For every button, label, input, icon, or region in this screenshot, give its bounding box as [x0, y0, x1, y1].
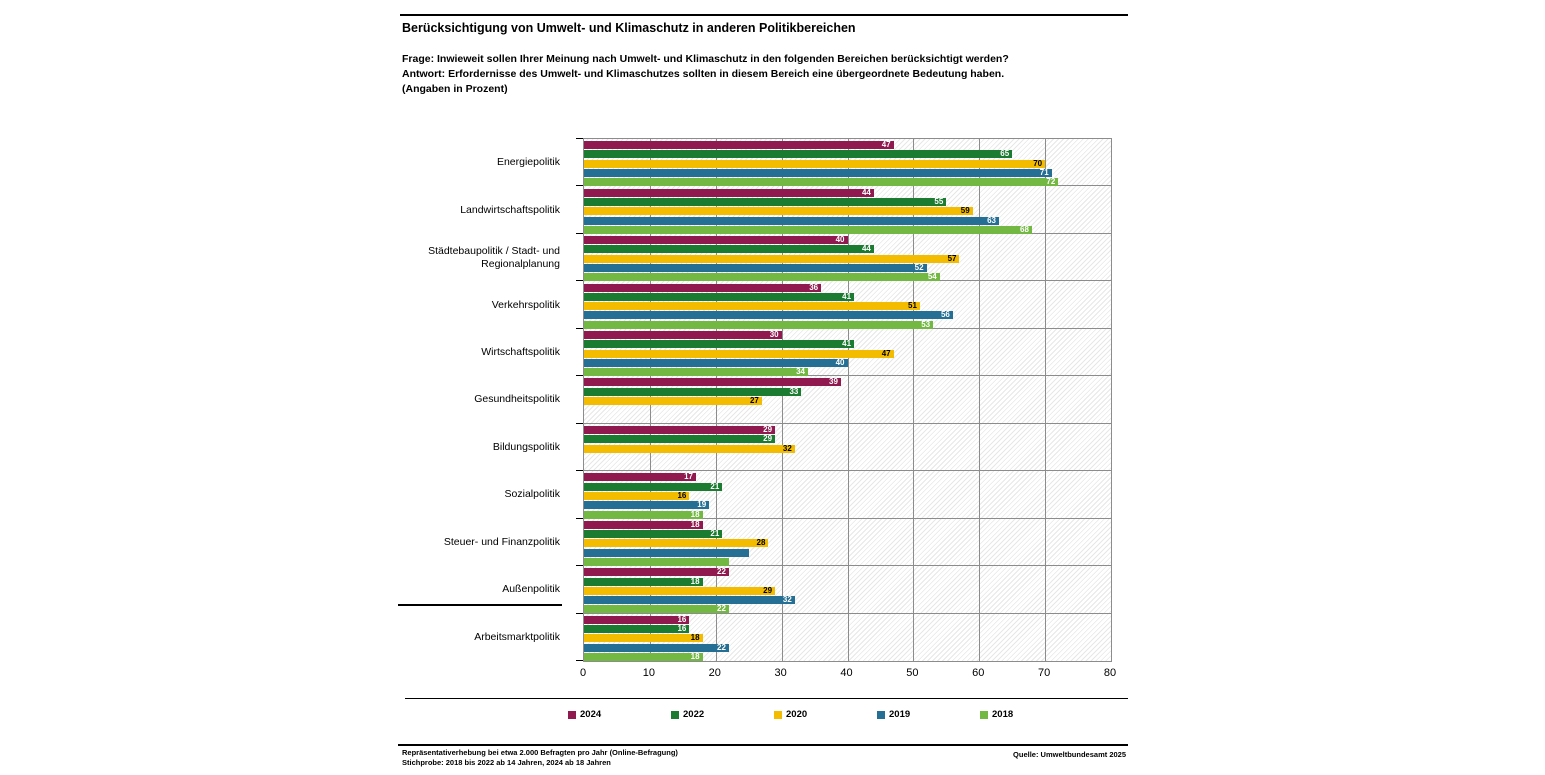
bar-value-label: 59 — [960, 206, 970, 216]
bar-2022 — [584, 578, 703, 586]
bar-2019 — [584, 359, 848, 367]
bar-value-label: 47 — [881, 348, 891, 358]
legend-swatch-icon — [671, 711, 679, 719]
bar-2024 — [584, 426, 775, 434]
bar-2024 — [584, 473, 696, 481]
category-tick — [576, 613, 583, 614]
bar-row — [584, 416, 1111, 424]
footnote-line-1: Repräsentativerhebung bei etwa 2.000 Befragten pro Jahr (Online-Befragung) — [402, 748, 678, 757]
bar-row — [584, 625, 1111, 633]
bar-2018 — [584, 273, 940, 281]
bar-2018 — [584, 321, 933, 329]
bar-value-label: 40 — [835, 357, 845, 367]
bar-row — [584, 454, 1111, 462]
bar-2022 — [584, 198, 946, 206]
bar-value-label: 32 — [782, 443, 792, 453]
bar-2020 — [584, 255, 959, 263]
legend-label: 2019 — [889, 709, 911, 721]
bar-2019 — [584, 264, 927, 272]
bar-value-label: 41 — [842, 339, 852, 349]
bar-value-label: 22 — [717, 604, 726, 614]
bar-2019 — [584, 169, 1052, 177]
bar-value-label: 16 — [677, 624, 687, 634]
category-tick — [576, 565, 583, 566]
bar-2024 — [584, 284, 821, 292]
bar-value-label: 36 — [809, 282, 819, 292]
bar-value-label: 19 — [697, 500, 707, 510]
footnote — [402, 748, 678, 768]
bar-value-label: 29 — [763, 434, 773, 444]
category-band — [584, 234, 1111, 281]
bar-2018 — [584, 368, 808, 376]
bar-row — [584, 549, 1111, 557]
legend-swatch-icon — [877, 711, 885, 719]
legend-item-2020 — [774, 708, 807, 722]
bar-value-label: 70 — [1033, 158, 1043, 168]
category-tick — [576, 280, 583, 281]
bar-2024 — [584, 521, 703, 529]
bar-row — [584, 435, 1111, 443]
bar-row — [584, 616, 1111, 624]
bar-row — [584, 653, 1111, 661]
bar-value-label: 17 — [684, 472, 693, 482]
bar-row — [584, 245, 1111, 253]
footnote-line-2: Stichprobe: 2018 bis 2022 ab 14 Jahren, 2024 ab 18 Jahren — [402, 758, 611, 767]
bar-value-label: 18 — [690, 576, 700, 586]
category-label: Gesundheitspolitik — [474, 393, 560, 406]
category-label: Landwirtschaftspolitik — [460, 203, 560, 216]
bar-row — [584, 350, 1111, 358]
bar-value-label: 40 — [835, 235, 845, 245]
bar-2020 — [584, 492, 689, 500]
bar-row — [584, 463, 1111, 471]
bar-row — [584, 426, 1111, 434]
x-tick-label: 50 — [906, 667, 919, 679]
category-label: Bildungspolitik — [492, 440, 560, 453]
bar-2018 — [584, 226, 1032, 234]
legend-rule — [405, 698, 1128, 699]
bar-value-label: 18 — [690, 519, 700, 529]
bar-2018 — [584, 558, 729, 566]
category-band — [584, 424, 1111, 471]
footer-rule — [398, 744, 1128, 746]
bar-row — [584, 388, 1111, 396]
legend-label: 2024 — [580, 709, 602, 721]
category-tick — [576, 233, 583, 234]
bar-2024 — [584, 331, 782, 339]
bar-row — [584, 521, 1111, 529]
bar-value-label: 29 — [763, 424, 773, 434]
bar-2022 — [584, 435, 775, 443]
bar-value-label: 34 — [796, 367, 805, 377]
bar-2022 — [584, 530, 722, 538]
legend-label: 2022 — [683, 709, 705, 721]
bar-2020 — [584, 634, 703, 642]
category-band — [584, 376, 1111, 423]
legend-item-2022 — [671, 708, 704, 722]
bar-row — [584, 226, 1111, 234]
bar-row — [584, 634, 1111, 642]
legend-item-2019 — [877, 708, 910, 722]
bar-value-label: 57 — [947, 253, 957, 263]
chart-title: Berücksichtigung von Umwelt- und Klimaschutz in anderen Politikbereichen — [402, 21, 856, 35]
bar-value-label: 29 — [763, 585, 773, 595]
bar-row — [584, 368, 1111, 376]
bar-row — [584, 587, 1111, 595]
bar-value-label: 71 — [1039, 168, 1049, 178]
bar-row — [584, 217, 1111, 225]
chart-subtitle — [402, 52, 1009, 97]
legend-swatch-icon — [980, 711, 988, 719]
bar-2022 — [584, 625, 689, 633]
category-band — [584, 566, 1111, 613]
bar-row — [584, 501, 1111, 509]
bar-value-label: 51 — [908, 301, 917, 311]
bar-row — [584, 178, 1111, 186]
bar-row — [584, 397, 1111, 405]
bar-value-label: 56 — [940, 310, 950, 320]
bar-2019 — [584, 311, 953, 319]
bar-value-label: 33 — [789, 386, 799, 396]
bar-value-label: 44 — [861, 187, 871, 197]
bar-value-label: 21 — [710, 529, 720, 539]
bar-value-label: 18 — [690, 509, 700, 519]
category-tick — [576, 375, 583, 376]
bar-value-label: 32 — [782, 595, 792, 605]
bar-row — [584, 207, 1111, 215]
x-axis — [579, 666, 1117, 680]
bar-2020 — [584, 397, 762, 405]
bar-row — [584, 596, 1111, 604]
category-tick — [576, 423, 583, 424]
bar-row — [584, 141, 1111, 149]
bar-row — [584, 539, 1111, 547]
bar-value-label: 52 — [914, 262, 924, 272]
bar-2019 — [584, 217, 999, 225]
bar-row — [584, 406, 1111, 414]
bar-value-label: 47 — [881, 140, 891, 150]
category-label: Sozialpolitik — [504, 488, 560, 501]
bar-2020 — [584, 302, 920, 310]
bar-value-label: 41 — [842, 291, 852, 301]
bar-value-label: 53 — [921, 319, 931, 329]
bar-2020 — [584, 587, 775, 595]
category-band — [584, 329, 1111, 376]
x-tick-label: 0 — [579, 667, 587, 679]
x-tick-label: 20 — [708, 667, 721, 679]
legend-item-2018 — [980, 708, 1013, 722]
bar-row — [584, 189, 1111, 197]
bar-value-label: 68 — [1020, 224, 1029, 234]
bar-row — [584, 605, 1111, 613]
chart-content-column — [398, 0, 1128, 775]
bar-row — [584, 378, 1111, 386]
bar-value-label: 54 — [927, 272, 937, 282]
category-band — [584, 471, 1111, 518]
x-tick-label: 30 — [774, 667, 787, 679]
category-label: Außenpolitik — [502, 583, 560, 596]
bar-row — [584, 331, 1111, 339]
bar-row — [584, 511, 1111, 519]
bar-row — [584, 445, 1111, 453]
bar-2019 — [584, 501, 709, 509]
bar-2024 — [584, 378, 841, 386]
category-band — [584, 281, 1111, 328]
x-tick-label: 10 — [642, 667, 655, 679]
bar-2019 — [584, 644, 729, 652]
bar-row — [584, 264, 1111, 272]
plot-area — [583, 138, 1112, 662]
legend-swatch-icon — [568, 711, 576, 719]
bar-2022 — [584, 150, 1012, 158]
bar-value-label: 21 — [710, 481, 720, 491]
legend-swatch-icon — [774, 711, 782, 719]
category-tick — [576, 185, 583, 186]
bar-2020 — [584, 350, 894, 358]
bar-2024 — [584, 189, 874, 197]
category-label: Energiepolitik — [496, 156, 560, 169]
bar-value-label: 63 — [987, 215, 996, 225]
bar-2020 — [584, 160, 1045, 168]
bar-2024 — [584, 236, 848, 244]
category-tick — [576, 518, 583, 519]
bar-value-label: 27 — [749, 396, 759, 406]
bar-2018 — [584, 511, 703, 519]
bar-2022 — [584, 388, 801, 396]
legend-item-2024 — [568, 708, 601, 722]
bar-value-label: 16 — [677, 614, 687, 624]
bar-row — [584, 340, 1111, 348]
category-separator-line — [398, 604, 562, 606]
bar-2020 — [584, 445, 795, 453]
legend-label: 2018 — [992, 709, 1014, 721]
bar-value-label: 65 — [1000, 149, 1010, 159]
bar-value-label: 28 — [756, 538, 766, 548]
bar-row — [584, 255, 1111, 263]
bar-value-label: 30 — [769, 330, 779, 339]
category-band — [584, 519, 1111, 566]
bar-row — [584, 644, 1111, 652]
bar-2024 — [584, 568, 729, 576]
bar-value-label: 22 — [717, 567, 726, 577]
bar-value-label: 16 — [677, 490, 687, 500]
bar-row — [584, 311, 1111, 319]
category-label: Verkehrspolitik — [491, 298, 560, 311]
category-label: Städtebaupolitik / Stadt- und Regionalplanung — [428, 244, 560, 270]
bar-chart — [398, 138, 1128, 698]
bar-2020 — [584, 539, 768, 547]
bar-row — [584, 284, 1111, 292]
bar-2020 — [584, 207, 973, 215]
x-tick-label: 40 — [840, 667, 853, 679]
bar-value-label: 44 — [861, 244, 871, 254]
bar-row — [584, 530, 1111, 538]
bar-row — [584, 578, 1111, 586]
bar-row — [584, 198, 1111, 206]
bar-row — [584, 359, 1111, 367]
x-tick-label: 70 — [1038, 667, 1051, 679]
legend — [398, 708, 1128, 722]
x-tick-label: 80 — [1103, 667, 1117, 679]
bar-2022 — [584, 245, 874, 253]
bar-row — [584, 169, 1111, 177]
bar-row — [584, 150, 1111, 158]
bar-row — [584, 558, 1111, 566]
bar-2018 — [584, 605, 729, 613]
bar-2022 — [584, 340, 854, 348]
bar-row — [584, 483, 1111, 491]
category-tick — [576, 470, 583, 471]
bar-2022 — [584, 293, 854, 301]
category-axis-labels — [398, 139, 570, 661]
subtitle-answer: Antwort: Erfordernisse des Umwelt- und Klimaschutzes sollten in diesem Bereich eine übergeordnete Bedeutung haben. — [402, 68, 1005, 80]
bar-row — [584, 492, 1111, 500]
bar-row — [584, 160, 1111, 168]
bar-row — [584, 321, 1111, 329]
bar-2022 — [584, 483, 722, 491]
x-tick-label: 60 — [972, 667, 985, 679]
category-tick — [576, 138, 583, 139]
category-label: Arbeitsmarktpolitik — [474, 630, 560, 643]
subtitle-question: Frage: Inwieweit sollen Ihrer Meinung nach Umwelt- und Klimaschutz in den folgenden Bereichen berücksichtigt werden? — [402, 53, 1009, 65]
bar-row — [584, 273, 1111, 281]
bar-2018 — [584, 178, 1058, 186]
subtitle-unit: (Angaben in Prozent) — [402, 83, 508, 95]
bar-2019 — [584, 549, 749, 557]
bar-row — [584, 302, 1111, 310]
category-band — [584, 139, 1111, 186]
bar-value-label: 72 — [1046, 177, 1056, 187]
bar-value-label: 18 — [690, 633, 700, 643]
bar-row — [584, 473, 1111, 481]
bar-value-label: 55 — [934, 196, 944, 206]
bar-row — [584, 236, 1111, 244]
source-text: Quelle: Umweltbundesamt 2025 — [1013, 750, 1126, 759]
bar-row — [584, 293, 1111, 301]
bar-2024 — [584, 616, 689, 624]
bar-2024 — [584, 141, 894, 149]
bar-2019 — [584, 596, 795, 604]
category-band — [584, 614, 1111, 661]
bar-2018 — [584, 653, 703, 661]
bar-row — [584, 568, 1111, 576]
top-rule — [400, 14, 1128, 16]
category-label: Wirtschaftspolitik — [481, 345, 560, 358]
category-label: Steuer- und Finanzpolitik — [443, 535, 560, 548]
bar-value-label: 22 — [717, 642, 726, 652]
legend-label: 2020 — [786, 709, 808, 721]
bar-value-label: 18 — [690, 651, 700, 661]
bar-value-label: 39 — [829, 377, 838, 387]
category-tick — [576, 660, 583, 661]
category-band — [584, 186, 1111, 233]
category-tick — [576, 328, 583, 329]
